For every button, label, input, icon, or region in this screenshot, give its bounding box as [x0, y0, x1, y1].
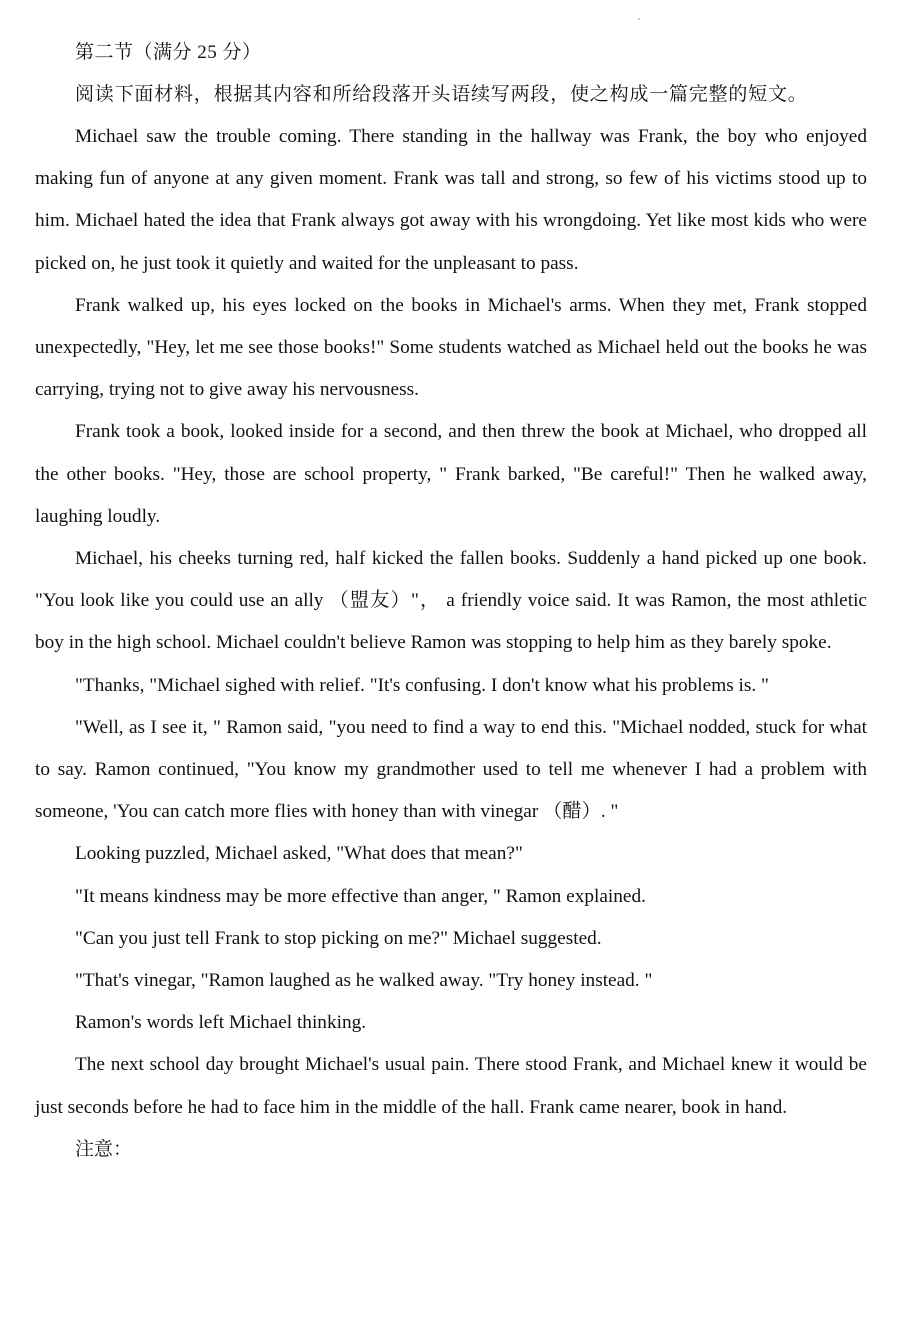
story-paragraph-8: "It means kindness may be more effective than anger, " Ramon explained. [75, 885, 646, 907]
story-paragraph-10: "That's vinegar, "Ramon laughed as he walked away. "Try honey instead. " [75, 970, 653, 992]
story-paragraph-11: Ramon's words left Michael thinking. [75, 1012, 367, 1034]
section-title: 第二节（满分 25 分） [75, 42, 262, 63]
story-paragraph-3: Frank took a book, looked inside for a second, and then threw the book at Michael, who dropped all the other books. "Hey, those are school property, " Frank barked, "Be careful!" Then he walked away, laughing loudly. [35, 421, 867, 527]
story-paragraph-2: Frank walked up, his eyes locked on the books in Michael's arms. When they met, Frank stopped unexpectedly, "Hey, let me see those books!" Some students watched as Michael held out the books he was carrying, trying not to give away his nervousness. [35, 294, 867, 401]
story-paragraph-4: Michael, his cheeks turning red, half kicked the fallen books. Suddenly a hand picked up one book. "You look like you could use an ally （盟友）"， a friendly voice said. It was Ramon, the most athletic boy in the high school. Michael couldn't believe Ramon was stopping to help him as they barely spoke. [35, 548, 867, 654]
exam-page [35, 32, 867, 1171]
instruction-text: 阅读下面材料，根据其内容和所给段落开头语续写两段，使之构成一篇完整的短文。 [75, 84, 808, 105]
note-label: 注意： [75, 1138, 133, 1160]
story-paragraph-6: "Well, as I see it, " Ramon said, "you need to find a way to end this. "Michael nodded, stuck for what to say. Ramon continued, "You know my grandmother used to tell me whenever I had a problem with someone, 'You can catch more flies with honey than with vinegar （醋）. " [35, 716, 867, 823]
story-paragraph-1: Michael saw the trouble coming. There standing in the hallway was Frank, the boy who enjoyed making fun of anyone at any given moment. Frank was tall and strong, so few of his victims stood up to him. Michael hated the idea that Frank always got away with his wrongdoing. Yet like most kids who were picked on, he just took it quietly and waited for the unpleasant to pass. [35, 126, 867, 274]
story-paragraph-12: The next school day brought Michael's usual pain. There stood Frank, and Michael knew it would be just seconds before he had to face him in the middle of the hall. Frank came nearer, book in hand. [35, 1054, 867, 1118]
scan-speck [638, 18, 640, 20]
story-paragraph-7: Looking puzzled, Michael asked, "What does that mean?" [75, 843, 523, 865]
story-paragraph-9: "Can you just tell Frank to stop picking on me?" Michael suggested. [75, 927, 602, 949]
story-paragraph-5: "Thanks, "Michael sighed with relief. "It's confusing. I don't know what his problems is. " [75, 674, 769, 696]
